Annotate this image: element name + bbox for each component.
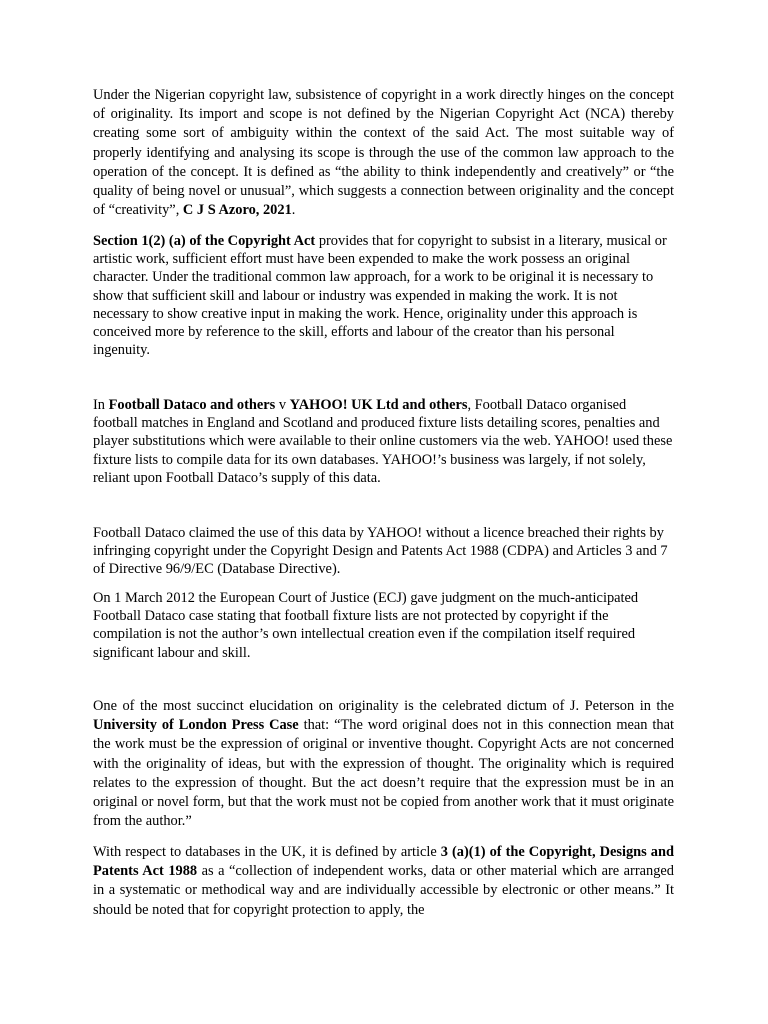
paragraph-text: Under the Nigerian copyright law, subsistence of copyright in a work directly hinges on the concept of originality. Its import and scope is not defined by the Nigerian Copyright Act (NCA) thereby creating some sort of ambiguity within the context of the said Act. The most suitable way of properly identifying and analysing its scope is through the use of the common law approach to the operation of the concept. It is defined as “the ability to think independently and creatively” or “the quality of being novel or unusual”, which suggests a connection between originality and the concept of “creativity”, — [93, 87, 674, 219]
paragraph-text: provides that for copyright to subsist in a literary, musical or artistic work, sufficient effort must have been expended to make the work possess an original character. Under the traditional common law approach, for a work to be original it is necessary to show that sufficient skill and labour or industry was expended in making the work. It is not necessary to show creative input in making the work. Hence, originality under this approach is conceived more by reference to the skill, efforts and labour of the creator than his personal ingenuity. — [93, 233, 667, 359]
paragraph-text: that: “The word original does not in this connection mean that the work must be the expression of original or inventive thought. Copyright Acts are not concerned with the originality of ideas, but with the expression of thought. The originality which is required relates to the expression of thought. But the act doesn’t require that the expression must be in an original or novel form, but that the work must not be copied from another work that it must originate from the author.” — [93, 717, 674, 830]
paragraph-ecj-judgment — [93, 589, 674, 662]
case-party-defendant: YAHOO! UK Ltd and others — [289, 397, 468, 413]
paragraph-originality-intro — [93, 86, 674, 220]
paragraph-text: Football Dataco claimed the use of this data by YAHOO! without a licence breached their rights by infringing copyright under the Copyright Design and Patents Act 1988 (CDPA) and Articles 3 and 7 of Directive 96/9/EC (Database Directive). — [93, 525, 668, 578]
paragraph-text: v — [275, 397, 290, 413]
paragraph-football-dataco-case — [93, 396, 674, 487]
statute-reference-cdpa: 3 (a)(1) of the Copyright, Designs and Patents Act 1988 — [93, 844, 674, 880]
statute-reference: Section 1(2) (a) of the Copyright Act — [93, 233, 316, 249]
paragraph-text: , Football Dataco organised football matches in England and Scotland and produced fixture lists detailing scores, penalties and player substitutions which were available to their online customers via the web. YAHOO! used these fixture lists to compile data for its own databases. YAHOO!’s business was largely, if not solely, reliant upon Football Dataco’s supply of this data. — [93, 397, 673, 486]
paragraph-text: as a “collection of independent works, data or other material which are arranged in a systematic or methodical way and are individually accessible by electronic or other means.” It should be noted that for copyright protection to apply, the — [93, 863, 674, 918]
paragraph-peterson-dictum — [93, 697, 674, 831]
paragraph-uk-databases — [93, 843, 674, 920]
paragraph-text: In — [93, 397, 109, 413]
paragraph-section-1-2-a — [93, 232, 674, 359]
citation-azoro: C J S Azoro, 2021 — [182, 202, 292, 219]
paragraph-dataco-claim — [93, 524, 674, 579]
paragraph-text: . — [291, 202, 296, 219]
case-name-university-of-london: University of London Press Case — [93, 717, 299, 734]
paragraph-text: With respect to databases in the UK, it is defined by article — [93, 844, 441, 860]
case-party-claimant: Football Dataco and others — [108, 397, 276, 413]
paragraph-text: One of the most succinct elucidation on originality is the celebrated dictum of J. Peterson in the — [93, 698, 674, 714]
paragraph-text: On 1 March 2012 the European Court of Justice (ECJ) gave judgment on the much-anticipated Football Dataco case stating that football fixture lists are not protected by copyright if the compilation is not the author’s own intellectual creation even if the compilation itself required significant labour and skill. — [93, 590, 639, 661]
